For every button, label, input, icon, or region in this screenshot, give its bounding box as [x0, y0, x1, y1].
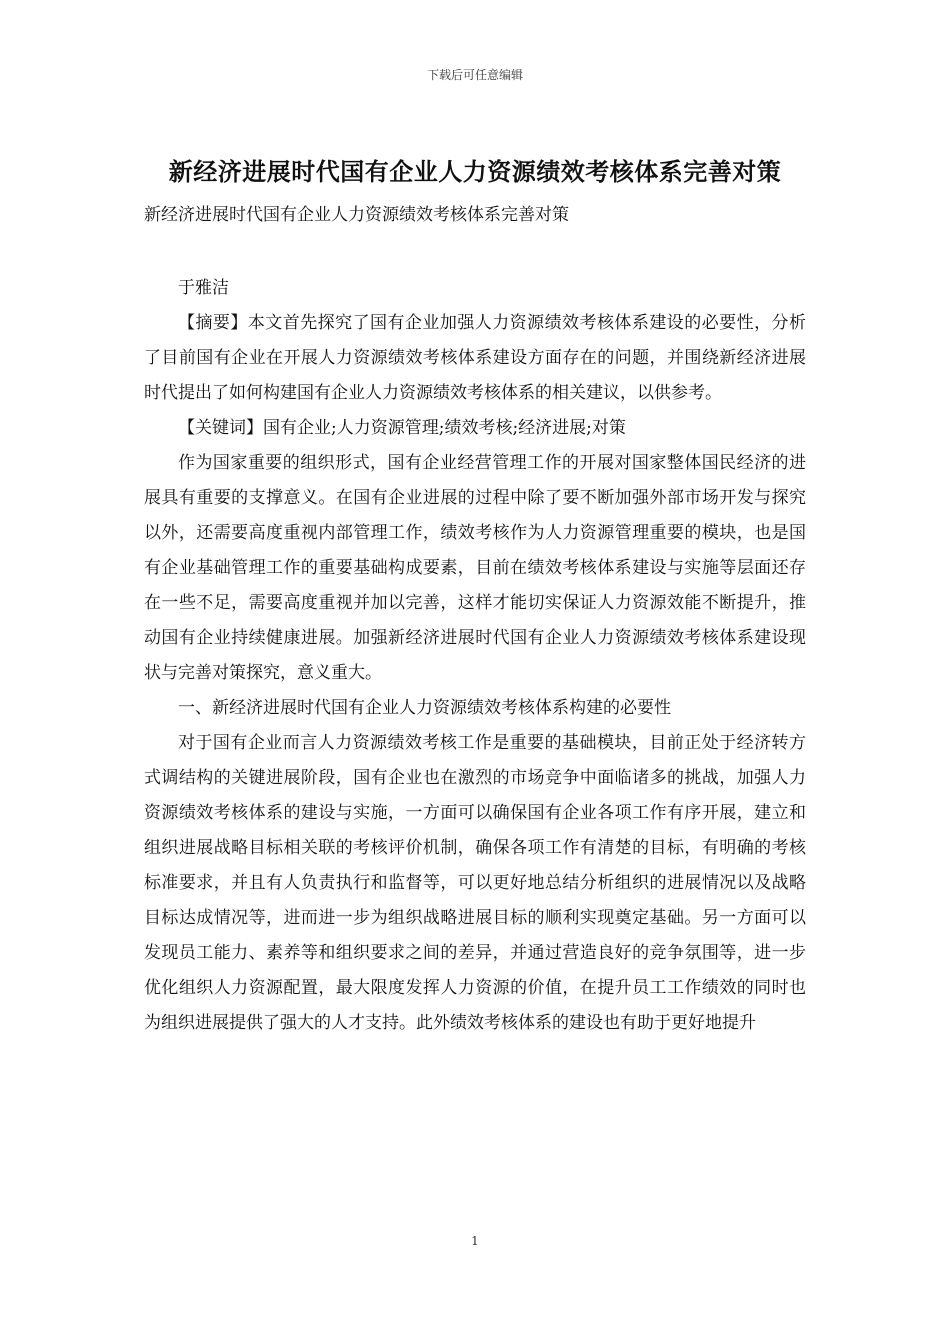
- abstract-paragraph: 【摘要】本文首先探究了国有企业加强人力资源绩效考核体系建设的必要性，分析了目前国有企业在开展人力资源绩效考核体系建设方面存在的问题，并围绕新经济进展时代提出了如何构建国有企业人力资源绩效考核体系的相关建议，以供参考。: [144, 313, 806, 403]
- intro-paragraph: 作为国家重要的组织形式，国有企业经营管理工作的开展对国家整体国民经济的进展具有重要的支撑意义。在国有企业进展的过程中除了要不断加强外部市场开发与探究以外，还需要高度重视内部管理工作，绩效考核作为人力资源管理重要的模块，也是国有企业基础管理工作的重要基础构成要素，目前在绩效考核体系建设与实施等层面还存在一些不足，需要高度重视并加以完善，这样才能切实保证人力资源效能不断提升，推动国有企业持续健康进展。加强新经济进展时代国有企业人力资源绩效考核体系建设现状与完善对策探究，意义重大。: [144, 453, 806, 683]
- header-note: 下载后可任意编辑: [426, 68, 523, 82]
- document-title: 新经济进展时代国有企业人力资源绩效考核体系完善对策: [168, 157, 782, 186]
- keywords-paragraph: 【关键词】国有企业;人力资源管理;绩效考核;经济进展;对策: [178, 418, 626, 438]
- section-paragraph: 对于国有企业而言人力资源绩效考核工作是重要的基础模块，目前正处于经济转方式调结构的关键进展阶段，国有企业也在激烈的市场竞争中面临诸多的挑战，加强人力资源绩效考核体系的建设与实施，一方面可以确保国有企业各项工作有序开展，建立和组织进展战略目标相关联的考核评价机制，确保各项工作有清楚的目标，有明确的考核标准要求，并且有人负责执行和监督等，可以更好地总结分析组织的进展情况以及战略目标达成情况等，进而进一步为组织战略进展目标的顺利实现奠定基础。另一方面可以发现员工能力、素养等和组织要求之间的差异，并通过营造良好的竞争氛围等，进一步优化组织人力资源配置，最大限度发挥人力资源的价值，在提升员工工作绩效的同时也为组织进展提供了强大的人才支持。此外绩效考核体系的建设也有助于更好地提升: [144, 733, 806, 1033]
- document-subtitle: 新经济进展时代国有企业人力资源绩效考核体系完善对策: [144, 205, 569, 225]
- author-line: 于雅洁: [178, 278, 229, 298]
- page-number: 1: [471, 1234, 479, 1248]
- document-body: [144, 271, 806, 1041]
- section-heading: 一、新经济进展时代国有企业人力资源绩效考核体系构建的必要性: [178, 698, 671, 718]
